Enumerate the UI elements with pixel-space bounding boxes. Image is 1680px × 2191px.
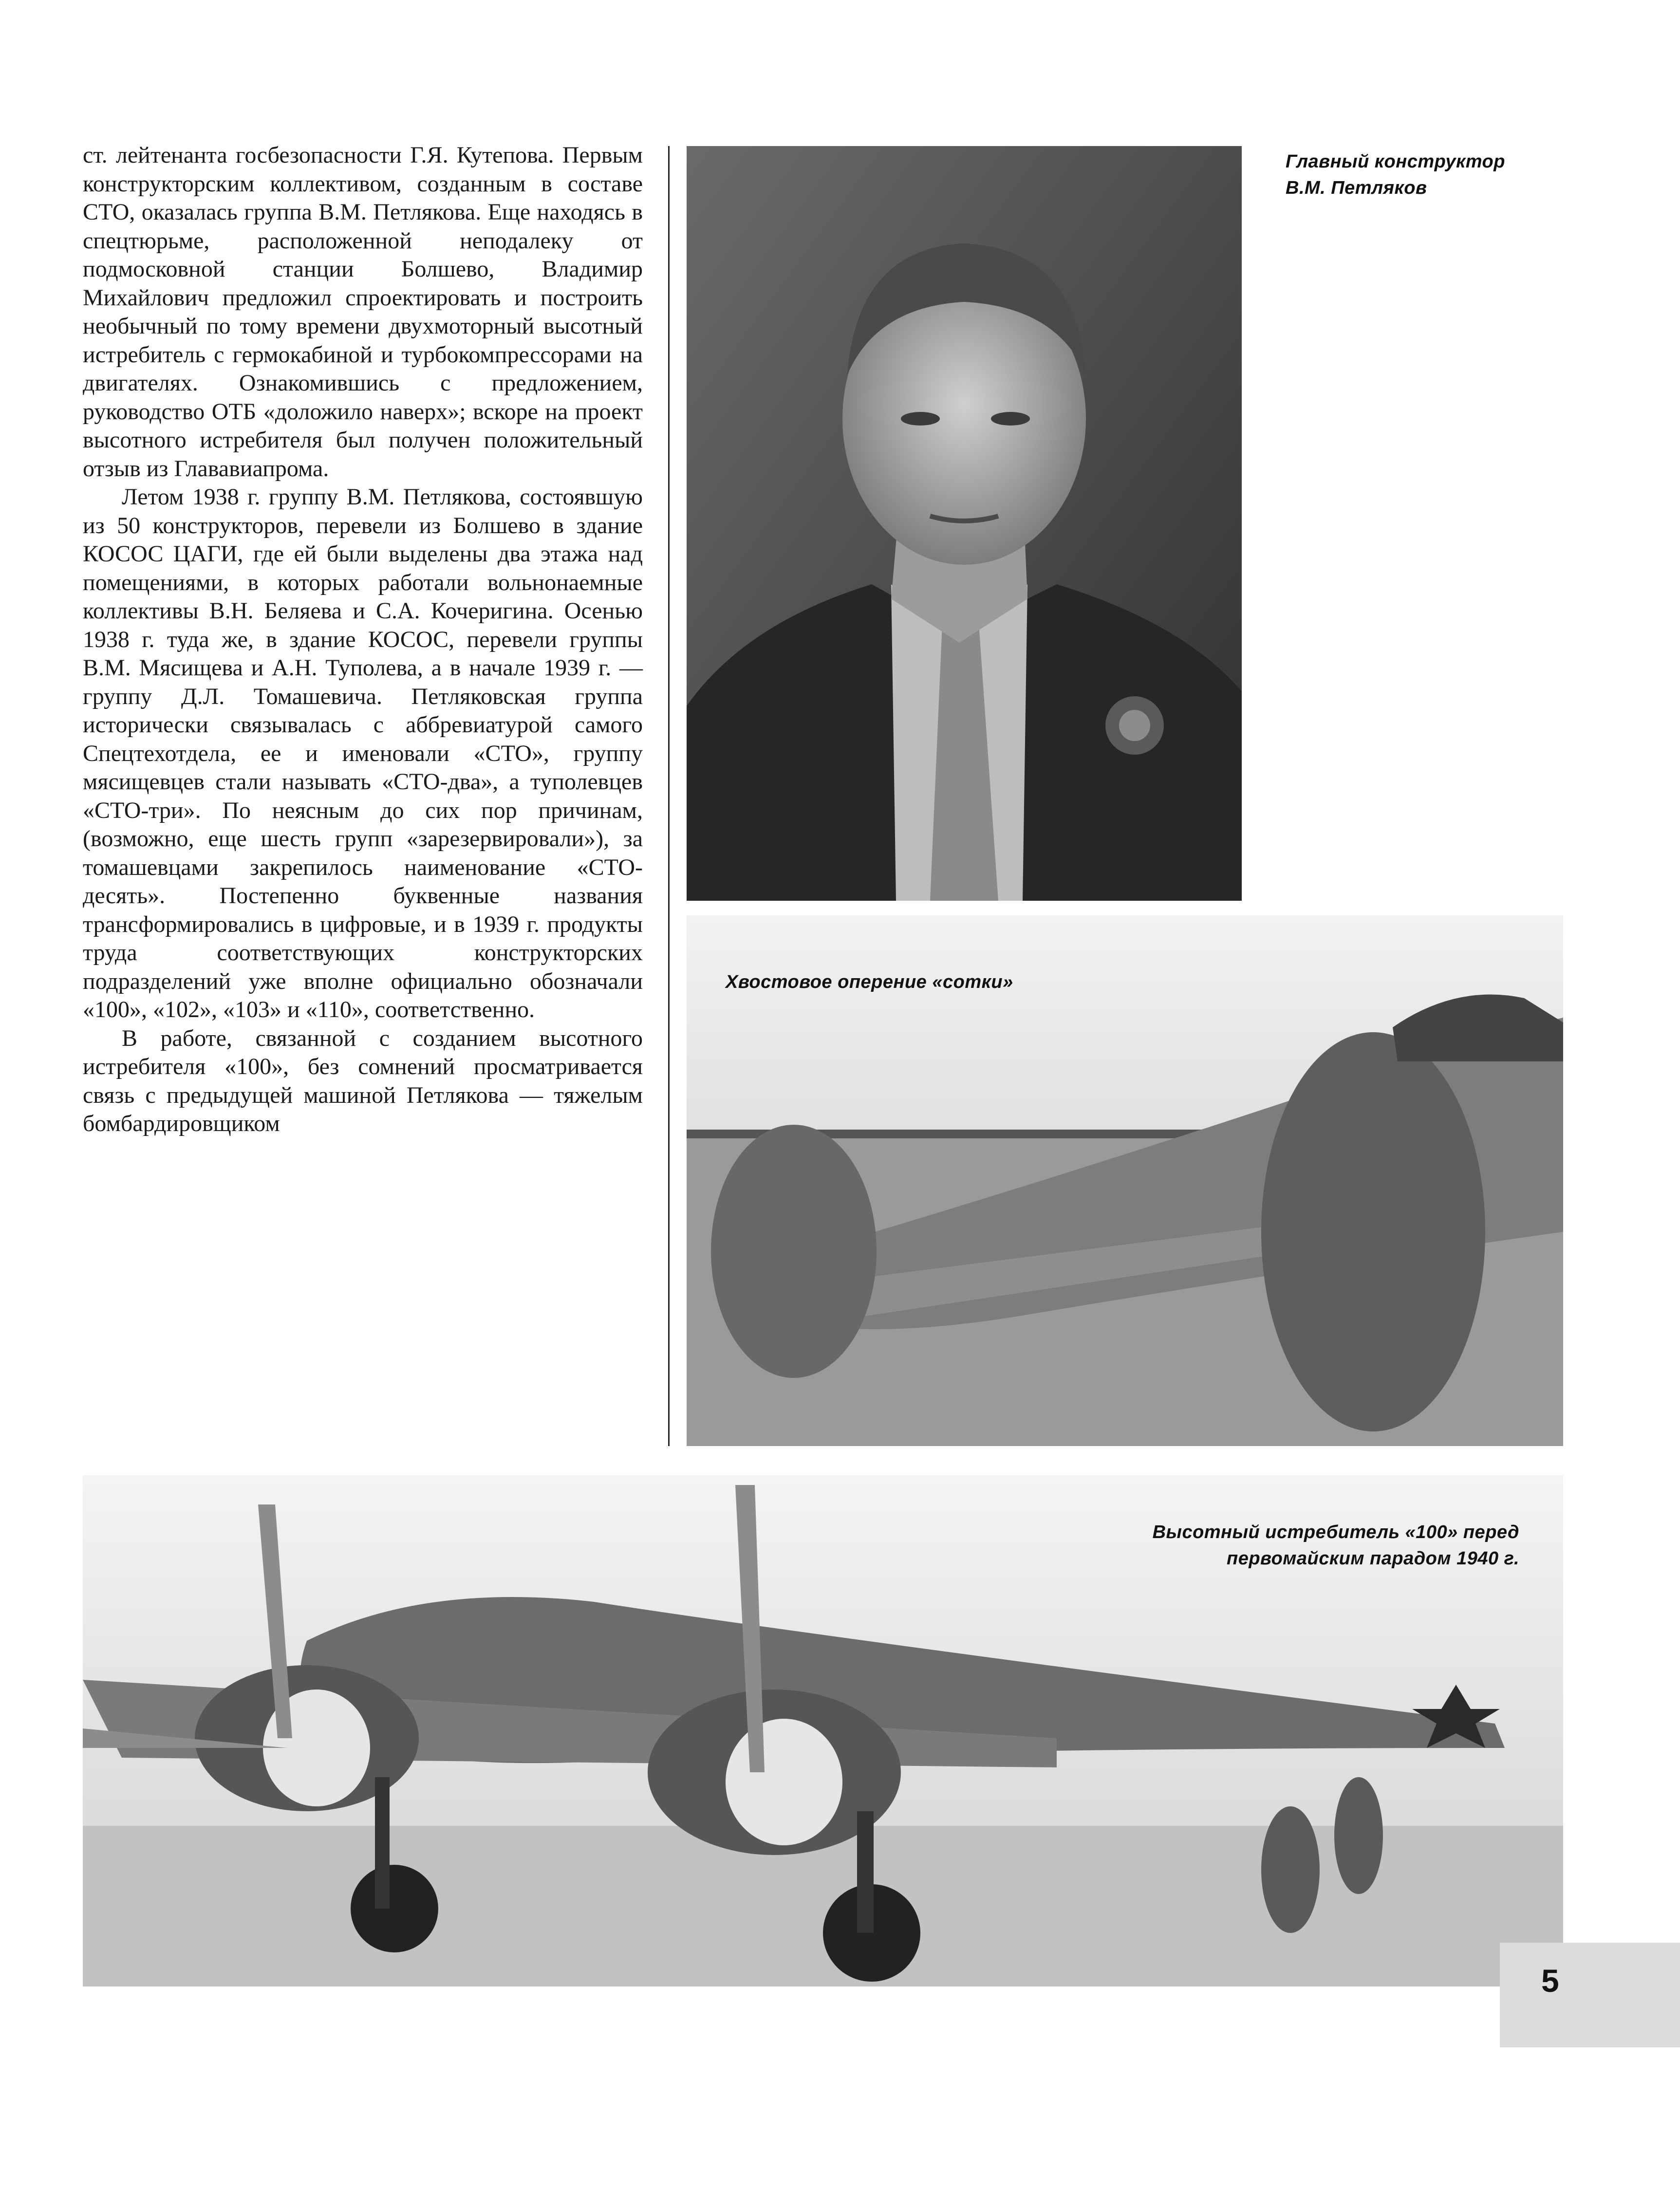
column-divider xyxy=(668,146,670,1446)
portrait-caption xyxy=(1286,149,1636,201)
page-number: 5 xyxy=(1541,1963,1559,1999)
portrait-caption-line-2: В.М. Петляков xyxy=(1286,178,1427,198)
aircraft-caption-line-2: первомайским парадом 1940 г. xyxy=(1227,1548,1519,1569)
aircraft-caption-line-1: Высотный истребитель «100» перед xyxy=(1152,1522,1519,1542)
paragraph-2: Летом 1938 г. группу В.М. Петлякова, состоявшую из 50 конструкторов, перевели из Болшево в здание КОСОС ЦАГИ, где ей были выделены два этажа над помещениями, в которых работали вольнонаемные коллективы В.Н. Беляева и С.А. Кочеригина. Осенью 1938 г. туда же, в здание КОСОС, перевели группы В.М. Мясищева и А.Н. Туполева, а в начале 1939 г. — группу Д.Л. Томашевича. Петляковская группа исторически связывалась с аббревиатурой самого Спецтехотдела, ее и именовали «СТО», группу мясищевцев стали называть «СТО-два», а туполевцев «СТО-три». По неясным до сих пор причинам, (возможно, еще шесть групп «зарезервировали»), за томашевцами закрепилось наименование «СТО-десять». Постепенно буквенные названия трансформировались в цифровые, и в 1939 г. продукты труда соответствующих конструкторских подразделений уже вполне официально обозначали «100», «102», «103» и «110», соответственно. xyxy=(83,484,643,1022)
page-number-tab xyxy=(1500,1943,1680,2047)
paragraph-1: ст. лейтенанта госбезопасности Г.Я. Кутепова. Первым конструкторским коллективом, созданным в составе СТО, оказалась группа В.М. Петлякова. Еще находясь в спецтюрьме, расположенной неподалеку от подмосковной станции Болшево, Владимир Михайлович предложил спроектировать и построить необычный по тому времени двухмоторный высотный истребитель с гермокабиной и турбокомпрессорами на двигателях. Ознакомившись с предложением, руководство ОТБ «доложило наверх»; вскоре на проект высотного истребителя был получен положительный отзыв из Глававиапрома. xyxy=(83,142,643,482)
article-text xyxy=(83,141,643,1138)
portrait-photo xyxy=(687,146,1242,901)
paragraph-3: В работе, связанной с созданием высотного истребителя «100», без сомнений просматривается связь с предыдущей машиной Петлякова — тяжелым бомбардировщиком xyxy=(83,1025,643,1136)
aircraft-caption xyxy=(964,1519,1519,1572)
tail-caption-line-1: Хвостовое оперение «сотки» xyxy=(726,972,1013,992)
tail-caption xyxy=(726,969,1164,995)
portrait-caption-line-1: Главный конструктор xyxy=(1286,151,1505,172)
